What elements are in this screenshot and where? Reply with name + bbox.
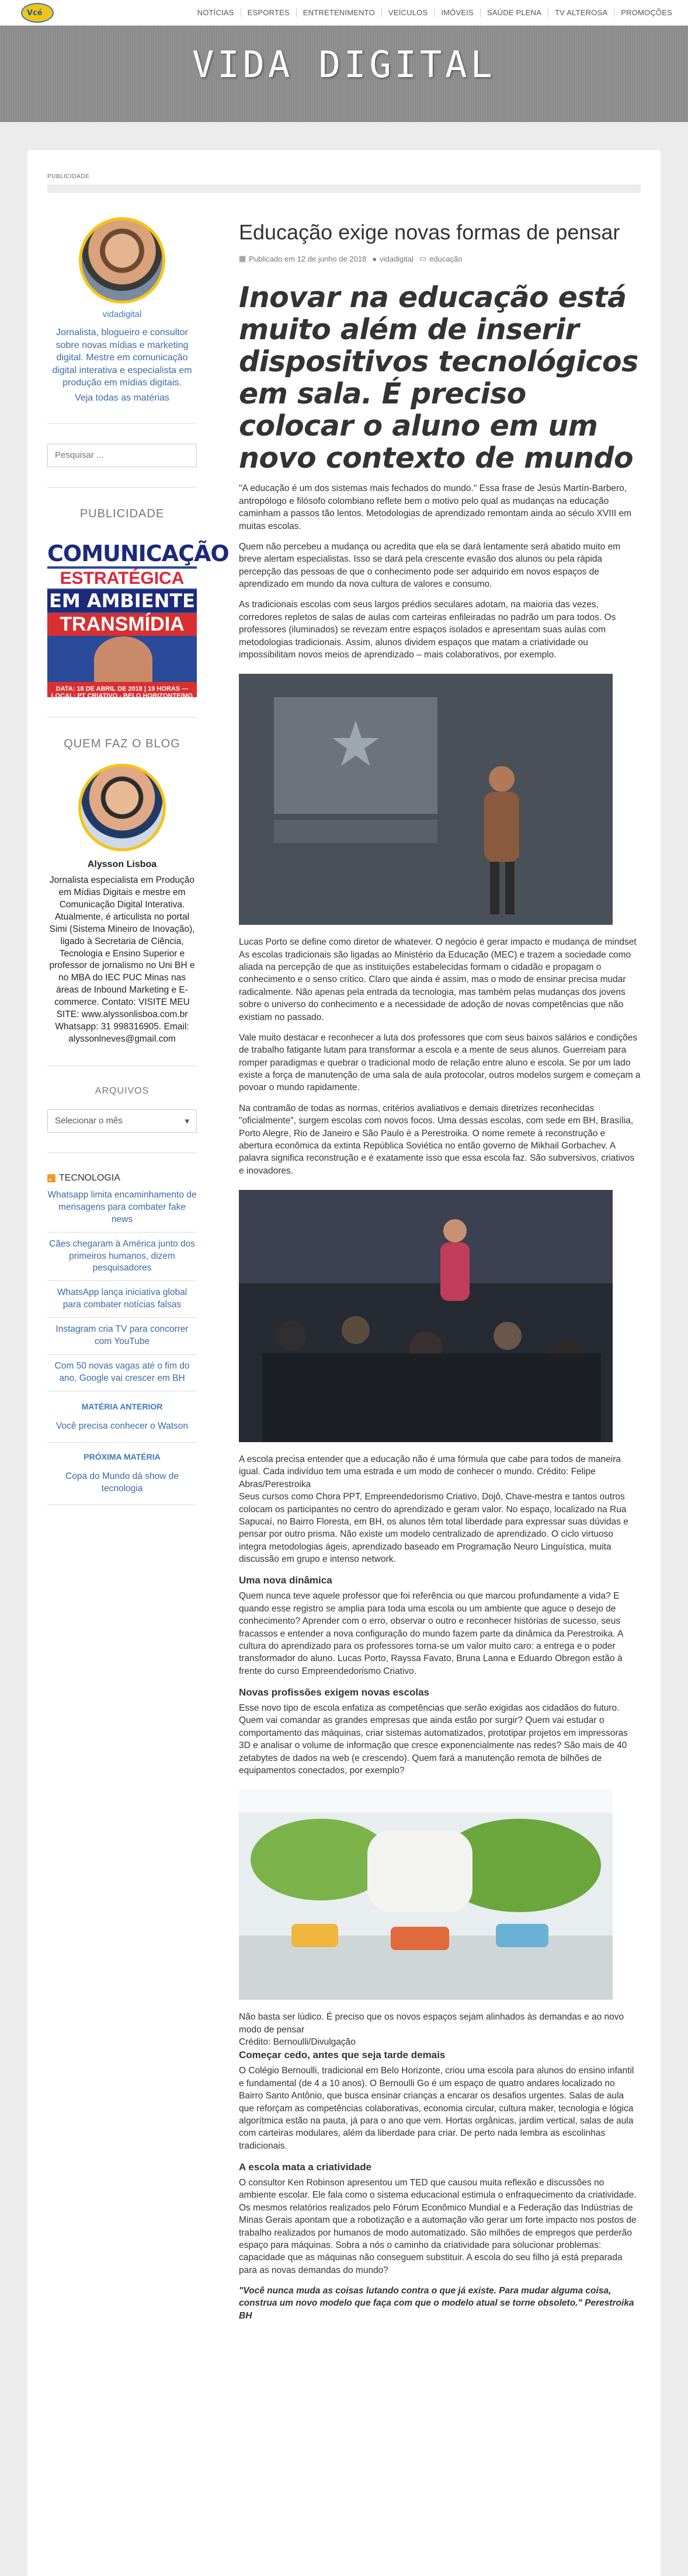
post-author-text[interactable]: vidadigital [380,254,414,263]
post-date [239,254,366,263]
paragraph: "A educação é um dos sistemas mais fechados do mundo." Essa frase de Jesús Martín-Barbero, antropólogo e filósofo colombiano reflete bem o motivo pelo qual as mudanças na educação caminham a passos tão lentos. Metodologias de aprendizado remontam ainda ao século XVIII em muitas escolas. [239,483,632,531]
post-body [239,482,641,2322]
author-all-posts-link[interactable]: Veja todas as matérias [75,392,169,403]
archives-title: ARQUIVOS [95,1085,150,1096]
author-widget [47,217,197,403]
article [239,217,641,2322]
divider [47,1442,197,1443]
paragraph: Esse novo tipo de escola enfatiza as competências que serão exigidas aos cidadãos do futuro. Quem vai comandar as grandes empresas que ainda estão por surgir? Quem vai estudar o comportamento das máquinas, criar sistemas automatizados, prototipar projetos em impressoras 3D e analisar o volume de informação que cresce exponencialmente nas redes? São mais de 40 zetabytes de dados na web (e crescendo). Quem fará a manutenção remota de bilhões de equipamentos conectados, por exemplo? [239,1703,628,1776]
author-name[interactable]: vidadigital [102,309,142,319]
top-nav [191,8,679,17]
next-post-label: PRÓXIMA MATÉRIA [84,1451,161,1461]
folder-icon: ▭ [419,254,427,263]
content-layout [47,217,641,2322]
author-avatar [79,217,165,304]
nav-promocoes[interactable]: PROMOÇÕES [621,8,672,17]
feed-item[interactable]: WhatsApp lança iniciativa global para combater notícias falsas [47,1281,197,1318]
divider [47,487,197,488]
feed-title [47,1173,197,1183]
feed-item[interactable]: Com 50 novas vagas até o fim do ano, Google vai crescer em BH [47,1355,197,1391]
ad-label: PUBLICIDADE [47,173,90,180]
section-heading: Começar cedo, antes que seja tarde demais [239,2049,446,2061]
promo-line-4: TRANSMÍDIA [47,613,197,636]
page-container [27,150,661,2576]
article-photo-bernoulli[interactable] [239,1790,613,2000]
photo-caption: Não basta ser lúdico. É preciso que os novos espaços sejam alinhados às demandas e ao novo modo de pensar [239,2012,624,2035]
divider [47,717,197,718]
sidebar [47,217,229,2322]
post-lead: Inovar na educação está muito além de inserir dispositivos tecnológicos em sala. É preciso colocar o aluno em um novo contexto de mundo [239,281,638,475]
nav-tv-alterosa[interactable]: TV ALTEROSA [548,8,614,17]
quem-faz-title: QUEM FAZ O BLOG [64,737,180,750]
top-bar [0,0,688,26]
paragraph: Na contramão de todas as normas, critérios avaliativos e demais diretrizes reconhecidas "oficialmente", surgem escolas com novos focos. Uma dessas escolas, com sede em BH, Brasília, Porto Alegre, Rio de Janeiro e São Paulo é a Perestroika. O nome remete à reconstrução e abertura econômica da extinta República Soviética no então governo de Mikhail Gorbachev. A palavra significa reconstrução e é exatamente isso que essa escola faz. São subversivos, criativos e inovadores. [239,1103,635,1176]
portal-logo[interactable] [21,3,54,23]
rss-icon[interactable] [47,1174,55,1182]
promo-speaker-photo [94,636,152,683]
paragraph: Vale muito destacar e reconhecer a luta dos professores que com seus baixos salários e condições de trabalho fatigante lutam para transformar a escola e a mente de seus alunos. Guerreiam para romper paradigmas e quebrar o tradicional modo de relação entre aluno e escola. Se por um lado existe a força de manutenção de uma sala de aula protocolar, outros modelos surgem e começam a povoar o mundo rapidamente. [239,1032,641,1093]
section-heading: Novas profissões exigem novas escolas [239,1687,429,1698]
divider [47,423,197,424]
nav-esportes[interactable]: ESPORTES [241,8,297,17]
paragraph: Seus cursos como Chora PPT, Empreendedorismo Criativo, Dojô, Chave-mestra e tantos outros colocam os participantes no centro do aprendizado e geram valor. No espaço, localizado na Rua Sapucaí, no Bairro Floresta, em BH, os alunos têm total liberdade para expressar suas dúvidas e pensar por outro prisma. Não existe um modelo centralizado de aprendizado. O ciclo virtuoso integra metodologias ágeis, aprendizado baseado em Programação Neuro Linguística, muita discussão em grupo e intenso network. [239,1492,628,1565]
blog-author-avatar [78,764,166,851]
post-category-text[interactable]: educação [429,254,463,263]
paragraph: Quem nunca teve aquele professor que foi referência ou que marcou profundamente a vida? E quando esse registro se amplia para toda uma escola ou um ambiente que aguce o desejo de conhecimento? Aprender com o erro, observar o outro e reconhecer histórias de sucesso, seus fracassos e entender a nova configuração do mundo fazem parte da dinâmica da Perestroika. A cultura do aprendizado para os professores torna-se um valor muito caro: a entrega e o poder transformador do aluno. Lucas Porto, Rayssa Favato, Bruna Lanna e Eduardo Obregon estão à frente do curso Empreendedorismo Criativo. [239,1591,623,1676]
ad-banner[interactable] [47,185,641,193]
archives-select[interactable] [47,1109,197,1133]
next-post-link[interactable]: Copa do Mundo dá show de tecnologia [65,1471,179,1494]
paragraph: As escolas tradicionais são ligadas ao Ministério da Educação (MEC) e trazem a sociedade como aliada na percepção de que as instituições estabelecidas formam o cidadão e propagam o conhecimento e o senso crítico. Claro que ainda é assim, mas o modo de ensinar precisa mudar radicalmente. Não apenas pela entrada da tecnologia, mas também pelas mudanças dos jovens sobre o universo do conhecimento e a necessidade de adoção de novas competências que não existiam no passado. [239,949,631,1022]
feed-list [47,1183,197,1391]
feed-item[interactable]: Instagram cria TV para concorrer com YouTube [47,1318,197,1355]
promo-line-2: ESTRATÉGICA [47,569,197,589]
promo-line-3: EM AMBIENTE [47,590,197,612]
article-photo-classroom[interactable] [239,1190,613,1442]
paragraph: As tradicionais escolas com seus largos prédios seculares adotam, na maioria das vezes, corredores repletos de salas de aulas com carteiras enfileiradas no padrão um para todos. Os professores (iluminados) se revezam entre espaços isolados e apresentam suas aulas com metodologias tradicionais. Assim, alunos dividem espaços que matam a criatividade ou impossibilitam novos meios de aprendizado – mais colaborativos, por exemplo. [239,600,616,660]
section-heading: A escola mata a criatividade [239,2161,372,2173]
feed-item[interactable]: Cães chegaram à América junto dos primeiros humanos, dizem pesquisadores [47,1233,197,1282]
prev-post-label: MATÉRIA ANTERIOR [81,1401,163,1411]
nav-saude-plena[interactable]: SAÚDE PLENA [481,8,548,17]
section-heading: Uma nova dinâmica [239,1575,332,1586]
photo-credit: Crédito: Bernoulli/Divulgação [239,2037,356,2048]
post-navigation [47,1402,197,1505]
publicidade-title: PUBLICIDADE [79,507,165,520]
nav-veiculos[interactable]: VEÍCULOS [382,8,435,17]
logo-text: Vcé [27,8,43,18]
site-header [0,26,688,122]
feed-item[interactable]: Whatsapp limita encaminhamento de mensagens para combater fake news [47,1183,197,1233]
post-author[interactable] [372,255,414,263]
post-meta [239,254,641,263]
pull-quote: "Você nunca muda as coisas lutando contra o que já existe. Para mudar alguma coisa, construa um novo modelo que faça com que o modelo atual se torne obsoleto." Perestroika BH [239,2286,634,2321]
nav-imoveis[interactable]: IMÓVEIS [435,8,481,17]
nav-entretenimento[interactable]: ENTRETENIMENTO [297,8,382,17]
promo-footer: DATA: 18 DE ABRIL DE 2018 | 19 HORAS — LOCAL: PT CRIATIVO - BELO HORIZONTE/MG [47,682,197,697]
photo-caption: Lucas Porto se define como diretor de whatever. O negócio é gerar impacto e mudança de mindset [239,937,637,948]
chevron-down-icon: ▾ [185,1116,189,1126]
promo-line-1: COMUNICAÇÃO [47,540,229,566]
paragraph: Quem não percebeu a mudança ou acredita que ela se dará lentamente será abatido muito em breve alertam especialistas. Isso se dará pela crescente evasão dos alunos ou pela rápida percepção das pessoas de que o conhecimento pode ser adquirido em novos espaços de aprendizado em mundo da nova cultura de valores e consumo. [239,541,621,590]
archives-select-value: Selecionar o mês [55,1116,123,1126]
feed-title-label[interactable]: TECNOLOGIA [59,1172,120,1183]
article-photo-lucas-porto[interactable] [239,674,613,925]
paragraph: O consultor Ken Robinson apresentou um TED que causou muita reflexão e discussões no ambiente escolar. Ele fala como o sistema educacional estimula o enfraquecimento da criatividade. Os mesmos relatórios realizados pelo Fórum Econômico Mundial e a Federação das Indústrias de Minas Gerais apontam que a robotização e a automação vão gerar um forte impacto nos postos de trabalho realizados por humanos de modo automatizado. São milhões de empregos que perderão espaço para máquinas. Sobra a nós o caminho da criatividade para solucionar problemas: capacidade que as máquinas não conseguem substituir. A escola do seu filho já está preparada para as novas demandas do mundo? [239,2178,637,2275]
blog-author-widget [47,764,197,1046]
blog-author-bio: Jornalista especialista em Produção em Mídias Digitais e mestre em Comunicação Digital Interativa. Atualmente, é articulista no portal Simi (Sistema Mineiro de Inovação), ligado à Secretaria de Ciência, Tecnologia e Ensino Superior e professor de jornalismo no Uni BH e no MBA do IEC PUC Minas nas áreas de Inbound Marketing e E-commerce. Contato: VISITE MEU SITE: www.alyssonlisboa.com.br Whatsapp: 31 998316905. Email: alyssonlneves@gmail.com [49,875,195,1044]
prev-post-link[interactable]: Você precisa conhecer o Watson [55,1421,189,1431]
calendar-icon: ▦ [239,254,246,263]
user-icon: ● [372,254,377,263]
photo-caption: A escola precisa entender que a educação não é uma fórmula que cabe para todos de maneira igual. Cada indivíduo tem uma estrada e um modo de conhecer o mundo. Crédito: Felipe Abras/Perestroika [239,1454,621,1489]
blog-author-name: Alysson Lisboa [87,859,157,869]
post-title: Educação exige novas formas de pensar [239,220,620,244]
author-bio: Jornalista, blogueiro e consultor sobre novas mídias e marketing digital. Mestre em comunicação digital interativa e especialista em produção em mídias digitais. [52,328,192,388]
site-title[interactable]: VIDA DIGITAL [192,43,496,86]
promo-banner[interactable] [47,534,229,699]
nav-noticias[interactable]: NOTÍCIAS [191,8,241,17]
post-date-text: Publicado em 12 de junho de 2018 [249,254,367,263]
post-category[interactable] [419,254,463,263]
paragraph: O Colégio Bernoulli, tradicional em Belo Horizonte, criou uma escola para alunos do ensino infantil e fundamental (de 4 a 10 anos). O Bernoulli Go é um espaço de quatro andares localizado no Bairro Santo Antônio, que busca ensinar crianças a encarar os desafios urgentes. Salas de aula que reforçam as competências colaborativas, economia circular, cultura maker, tecnologia e lógica algorítmica estão na pauta, já para o ano que vem. Hortas orgânicas, jardim vertical, salas de aula com carteiras modulares, além da liberdade para criar. De perto nada lembra as escolinhas tradicionais. [239,2066,634,2151]
search-input[interactable] [47,444,197,467]
